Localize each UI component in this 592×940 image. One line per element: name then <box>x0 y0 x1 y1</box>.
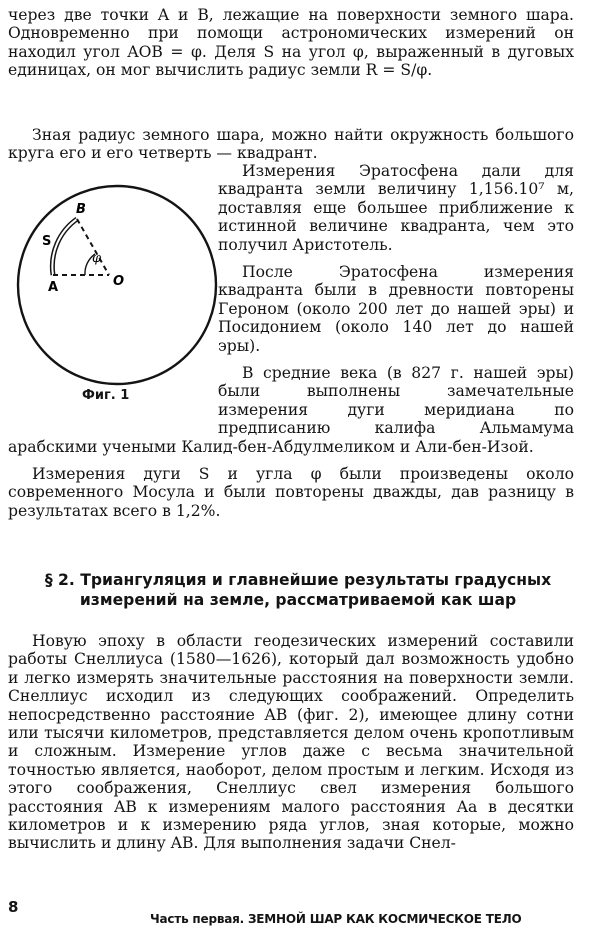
paragraph-mosul: Измерения дуги S и угла φ были произведены около современного Мосула и были повторены дважды, дав разницу в результатах всего в 1,2%. <box>8 465 574 520</box>
paragraph-middle-ages-text: В средние века (в 827 г. нашей эры) были выполнены замечательные измерения дуги меридиана по предписанию калифа Альмамума арабскими учеными Калид-бен-Абдулмеликом и Али-бен-Изой. <box>8 364 574 456</box>
paragraph-radius-method: через две точки A и B, лежащие на поверхности земного шара. Одновременно при помощи астрономических измерений он находил угол AOB = φ. Деля S на угол φ, выраженный в дуговых единицах, он мог вычислить радиус земли R = S/φ. <box>8 6 574 80</box>
running-title: Часть первая. ЗЕМНОЙ ШАР КАК КОСМИЧЕСКОЕ ТЕЛО <box>150 912 522 926</box>
section-heading: § 2. Триангуляция и главнейшие результаты градусных измерений на земле, рассматриваемой как шар <box>44 571 552 609</box>
label-o: O <box>113 274 125 289</box>
label-a: A <box>48 280 59 295</box>
figure-caption: Фиг. 1 <box>82 388 130 403</box>
paragraph-eratosthenes: Измерения Эратосфена дали для квадранта земли величину 1,156.10⁷ м, доставляя еще большее приближение к истинной величине квадранта, чем это получил Аристотель. <box>218 162 574 254</box>
label-b: B <box>76 202 86 217</box>
paragraph-quadrant: Зная радиус земного шара, можно найти окружность большого круга его и его четверть — квадрант. <box>8 126 574 163</box>
paragraph-snellius: Новую эпоху в области геодезических измерений составили работы Снеллиуса (1580—1626), который дал возможность удобно и легко измерять значительные расстояния на поверхности земли. Снеллиус исходил из следующих соображений. Определить непосредственно расстояние AB (фиг. 2), имеющее длину сотни или тысячи километров, представляется делом очень кропотливым и сложным. Измерение углов даже с весьма значительной точностью является, наоборот, делом простым и легким. Исходя из этого соображения, Снеллиус свел измерения большого расстояния AB к измерениям малого расстояния Aa в десятки километров и к измерению ряда углов, зная которые, можно вычислить и длину AB. Для выполнения задачи Снел- <box>8 632 574 853</box>
label-phi: φ <box>92 251 102 266</box>
paragraph-middle-ages <box>8 364 574 456</box>
figure-1-earth-circle <box>14 182 220 388</box>
figure-spacer <box>8 364 218 420</box>
paragraph-after-eratosthenes: После Эратосфена измерения квадранта были в древности повторены Героном (около 200 лет до нашей эры) и Посидонием (около 140 лет до нашей эры). <box>218 263 574 355</box>
radius-ob <box>77 219 109 275</box>
page-number: 8 <box>8 898 19 916</box>
label-s: S <box>42 234 52 249</box>
